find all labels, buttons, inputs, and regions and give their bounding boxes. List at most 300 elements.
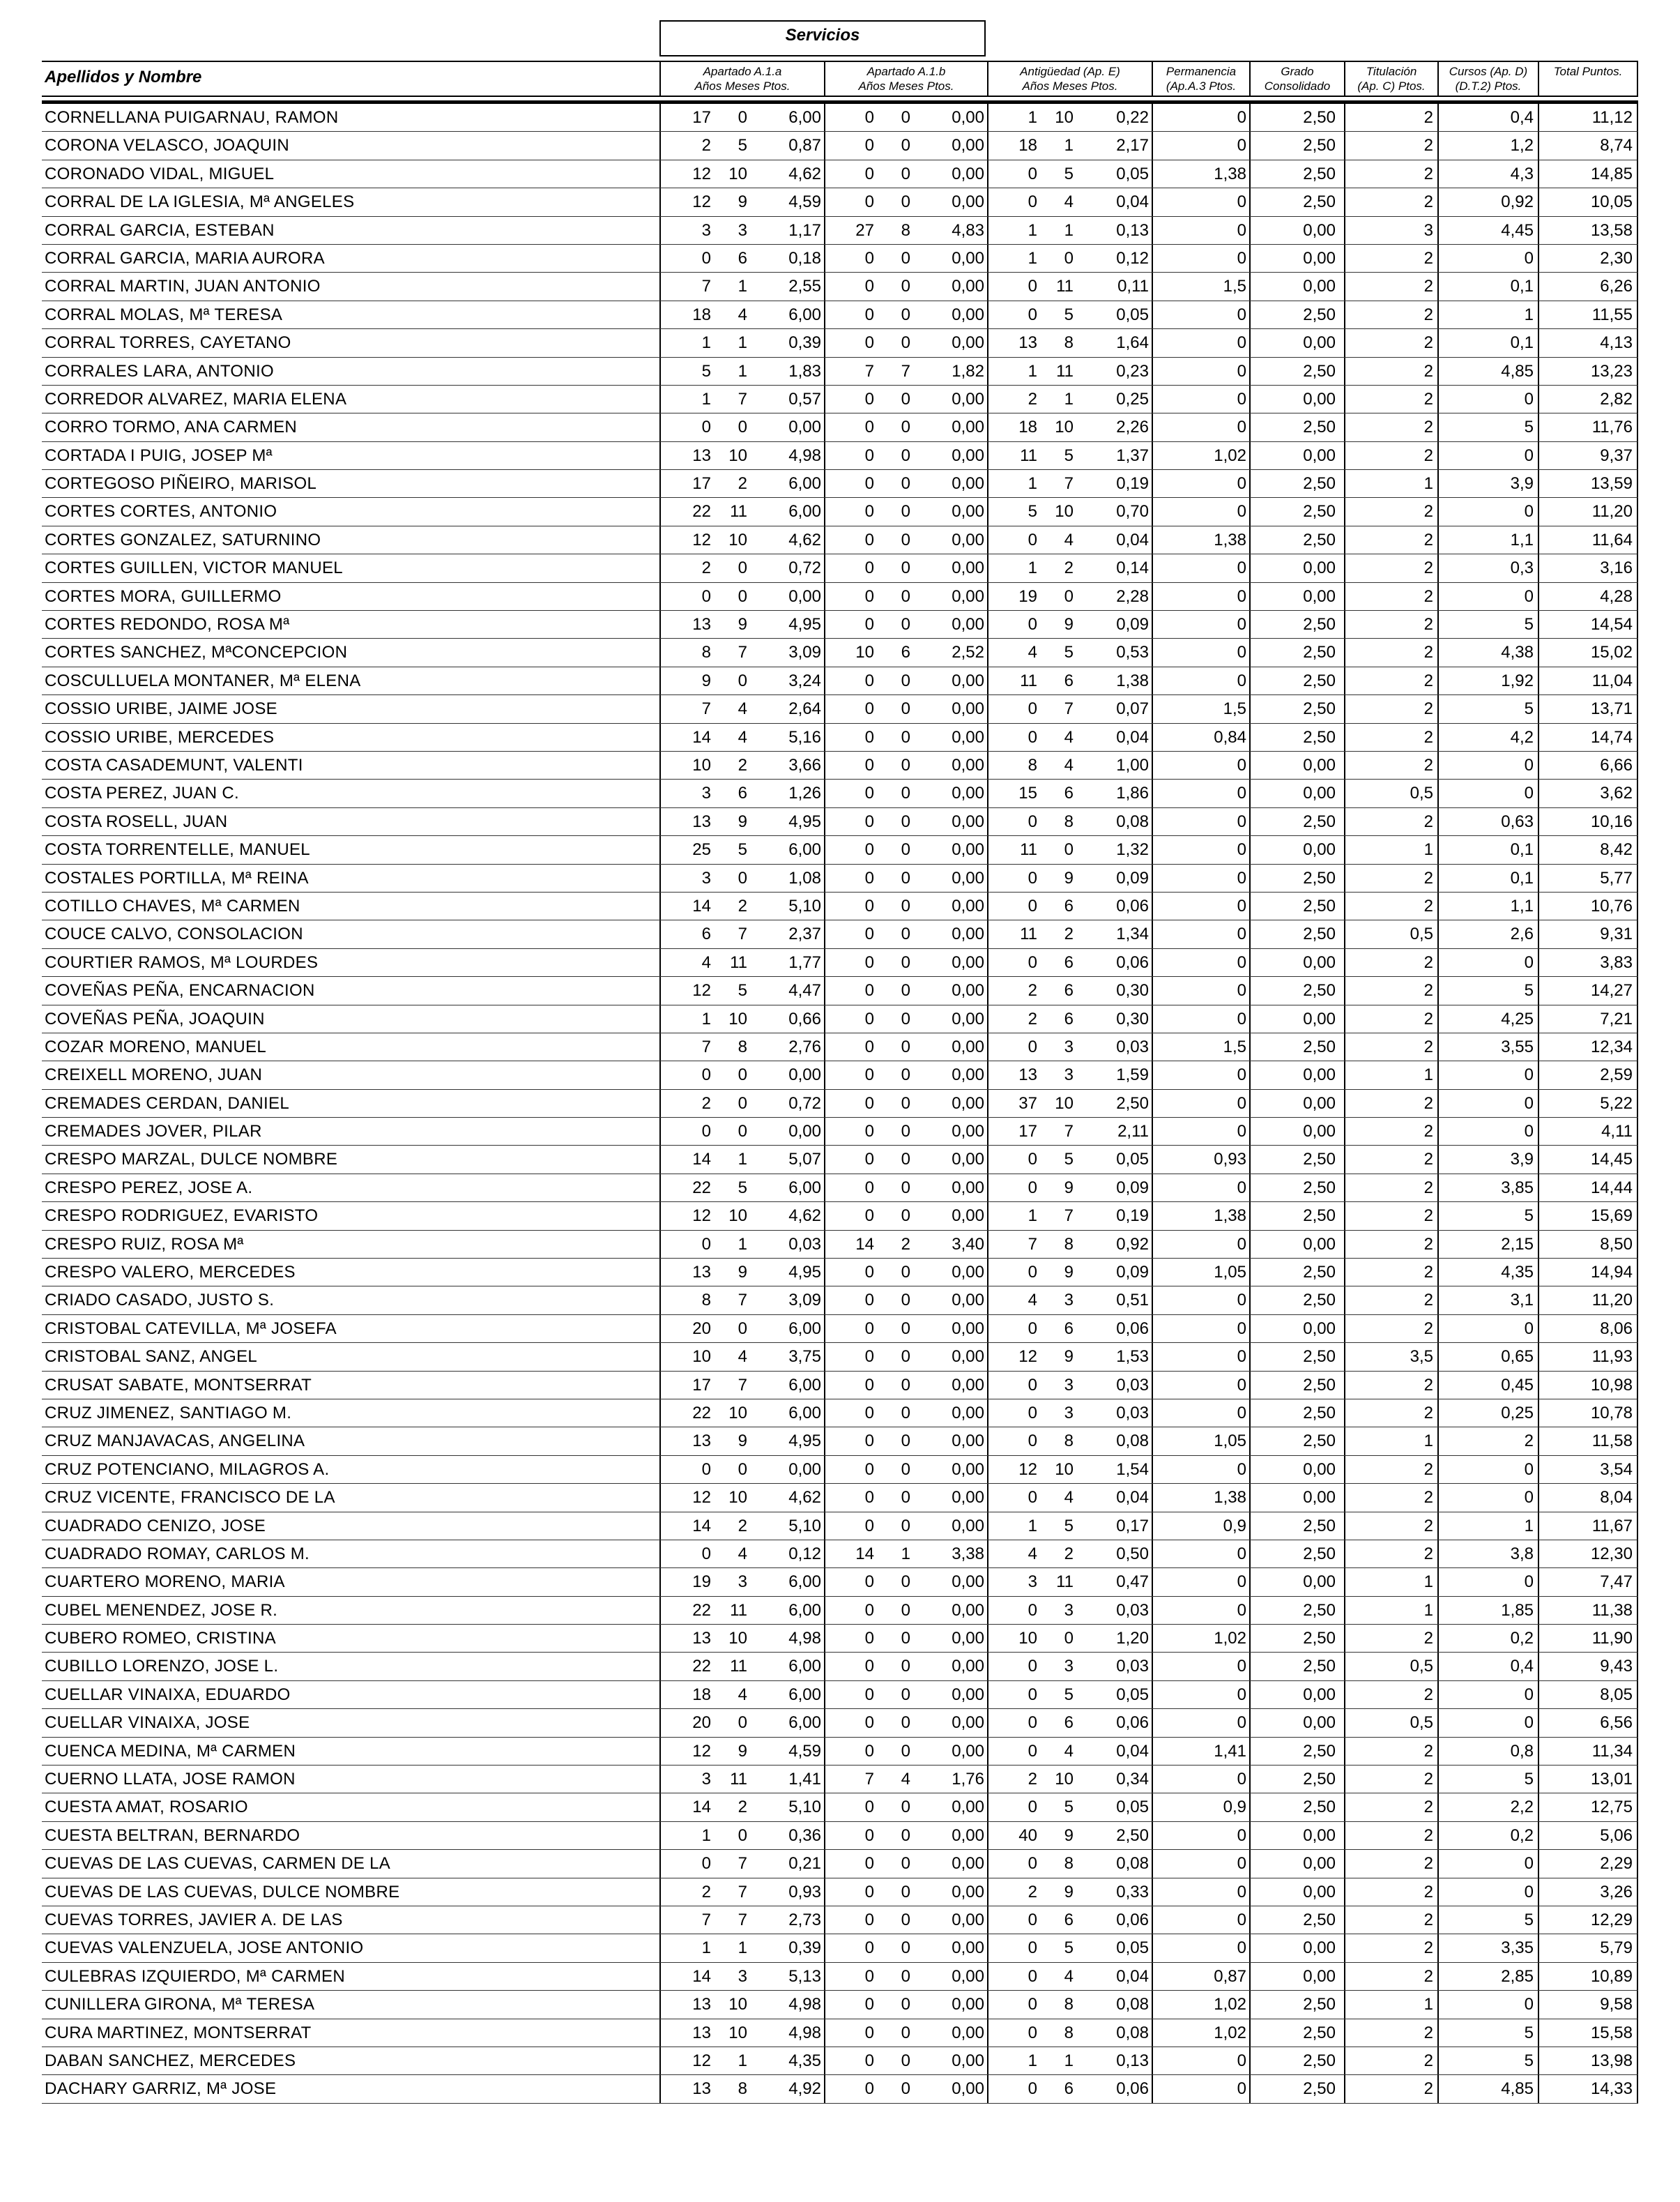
cell-total: 12,29 <box>1538 1906 1638 1934</box>
cell-grado: 0,00 <box>1249 583 1344 610</box>
cell-a1a-years: 3 <box>659 865 714 892</box>
cell-grado: 0,00 <box>1249 1681 1344 1708</box>
cell-a1a-months: 0 <box>738 559 747 578</box>
cell-permanencia: 0 <box>1152 1456 1249 1483</box>
cell-a1a-years: 17 <box>659 1372 714 1399</box>
cell-total: 11,76 <box>1538 413 1638 441</box>
cell-a1a-points: 0,00 <box>788 1122 821 1141</box>
table-row <box>42 1766 1638 1793</box>
cell-total: 14,54 <box>1538 611 1638 638</box>
cell-total: 11,12 <box>1538 104 1638 131</box>
table-row <box>42 611 1638 639</box>
cell-ant-years: 11 <box>987 667 1040 694</box>
cell-a1b-years: 0 <box>824 865 877 892</box>
cell-titulacion: 2 <box>1344 1934 1437 1961</box>
cell-a1a-months: 1 <box>738 1150 747 1169</box>
cell-a1a-years: 13 <box>659 1991 714 2018</box>
cell-a1a-points: 1,83 <box>788 361 821 381</box>
cell-ant-months: 3 <box>1064 1375 1074 1395</box>
cell-a1b-years: 0 <box>824 1568 877 1595</box>
cell-a1b-points: 0,00 <box>952 1938 984 1958</box>
cell-a1b-months: 0 <box>901 981 910 1001</box>
cell-name: CORRAL MARTIN, JUAN ANTONIO <box>45 277 321 296</box>
cell-ant-months: 2 <box>1064 559 1074 578</box>
cell-a1b-points: 0,00 <box>952 952 984 972</box>
cell-ant-months: 5 <box>1064 643 1074 662</box>
cell-a1a-points: 3,09 <box>788 643 821 662</box>
cell-ant-months: 11 <box>1056 1572 1074 1592</box>
cell-a1a-months: 5 <box>738 981 747 1001</box>
cell-ant-months: 10 <box>1055 502 1074 522</box>
cell-ant-points: 2,28 <box>1116 586 1149 606</box>
cell-a1b-months: 0 <box>901 164 910 183</box>
cell-total: 5,79 <box>1538 1934 1638 1961</box>
cell-a1b-points: 1,76 <box>952 1770 984 1789</box>
cell-name: CUADRADO ROMAY, CARLOS M. <box>45 1544 310 1563</box>
cell-titulacion: 1 <box>1344 470 1437 497</box>
cell-a1a-points: 0,00 <box>788 586 821 606</box>
cell-a1b-years: 0 <box>824 1512 877 1540</box>
cell-titulacion: 2 <box>1344 808 1437 835</box>
cell-ant-years: 0 <box>987 724 1040 751</box>
cell-a1a-years: 3 <box>659 217 714 244</box>
cell-ant-years: 40 <box>987 1822 1040 1849</box>
cell-titulacion: 0,5 <box>1344 920 1437 948</box>
cell-name: CRISTOBAL SANZ, ANGEL <box>45 1347 258 1367</box>
cell-titulacion: 2 <box>1344 1174 1437 1201</box>
cell-ant-months: 9 <box>1064 1178 1074 1197</box>
cell-a1a-months: 5 <box>738 136 747 155</box>
cell-a1b-months: 0 <box>901 1966 910 1986</box>
cell-permanencia: 0 <box>1152 949 1249 976</box>
cell-a1a-years: 2 <box>659 1878 714 1906</box>
cell-grado: 0,00 <box>1249 1005 1344 1033</box>
cell-a1b-points: 0,00 <box>952 1488 984 1508</box>
cell-permanencia: 1,38 <box>1152 526 1249 554</box>
cell-grado: 2,50 <box>1249 470 1344 497</box>
cell-a1a-points: 0,72 <box>788 1093 821 1113</box>
cell-ant-points: 0,03 <box>1116 1600 1149 1620</box>
cell-name: CUELLAR VINAIXA, EDUARDO <box>45 1685 291 1704</box>
cell-ant-points: 0,08 <box>1116 1854 1149 1874</box>
cell-name: CRUSAT SABATE, MONTSERRAT <box>45 1375 312 1395</box>
table-row <box>42 2075 1638 2103</box>
cell-a1b-points: 0,00 <box>952 1122 984 1141</box>
cell-total: 4,28 <box>1538 583 1638 610</box>
cell-titulacion: 2 <box>1344 1822 1437 1849</box>
table-row <box>42 1625 1638 1653</box>
cell-ant-months: 0 <box>1064 248 1074 268</box>
cell-a1a-months: 1 <box>738 361 747 381</box>
cell-titulacion: 2 <box>1344 1738 1437 1765</box>
cell-a1a-years: 22 <box>659 1597 714 1624</box>
cell-ant-months: 11 <box>1056 277 1074 296</box>
cell-a1b-months: 0 <box>901 1432 910 1451</box>
cell-a1b-months: 0 <box>901 1516 910 1535</box>
cell-a1a-points: 6,00 <box>788 1657 821 1676</box>
cell-a1a-months: 10 <box>728 164 747 183</box>
cell-total: 11,34 <box>1538 1738 1638 1765</box>
cell-ant-points: 2,50 <box>1116 1093 1149 1113</box>
cell-grado: 0,00 <box>1249 386 1344 413</box>
cell-a1a-months: 10 <box>728 1403 747 1422</box>
cell-ant-years: 0 <box>987 273 1040 300</box>
cell-ant-points: 2,11 <box>1117 1122 1149 1141</box>
cell-a1b-months: 0 <box>901 727 910 747</box>
table-row <box>42 1906 1638 1934</box>
cell-titulacion: 2 <box>1344 1540 1437 1567</box>
cell-permanencia: 0 <box>1152 1005 1249 1033</box>
cell-grado: 2,50 <box>1249 526 1344 554</box>
cell-ant-years: 0 <box>987 1174 1040 1201</box>
cell-ant-months: 8 <box>1064 1854 1074 1874</box>
cell-a1b-months: 0 <box>901 1347 910 1367</box>
cell-a1a-years: 17 <box>659 470 714 497</box>
cell-a1a-months: 6 <box>738 784 747 803</box>
cell-ant-months: 7 <box>1064 1206 1074 1226</box>
cell-ant-months: 1 <box>1064 136 1074 155</box>
table-row <box>42 301 1638 329</box>
cell-grado: 0,00 <box>1249 752 1344 779</box>
table-row <box>42 1286 1638 1314</box>
cell-a1b-points: 0,00 <box>952 671 984 690</box>
cell-name: CORRAL MOLAS, Mª TERESA <box>45 305 283 324</box>
cell-name: CUARTERO MORENO, MARIA <box>45 1572 285 1592</box>
cell-a1a-years: 6 <box>659 920 714 948</box>
cell-permanencia: 0 <box>1152 1709 1249 1736</box>
cell-grado: 2,50 <box>1249 1793 1344 1821</box>
cell-permanencia: 0 <box>1152 104 1249 131</box>
cell-permanencia: 0 <box>1152 1118 1249 1145</box>
cell-name: CRESPO RUIZ, ROSA Mª <box>45 1234 244 1254</box>
cell-name: CRISTOBAL CATEVILLA, Mª JOSEFA <box>45 1319 337 1338</box>
cell-ant-months: 11 <box>1056 361 1074 381</box>
cell-a1a-years: 2 <box>659 132 714 159</box>
cell-ant-months: 10 <box>1055 1459 1074 1479</box>
table-row <box>42 836 1638 864</box>
cell-a1b-points: 0,00 <box>952 1459 984 1479</box>
cell-grado: 0,00 <box>1249 1568 1344 1595</box>
servicios-header: Servicios <box>659 20 986 56</box>
cell-name: COSTA TORRENTELLE, MANUEL <box>45 840 310 860</box>
cell-a1a-months: 4 <box>738 727 747 747</box>
cell-name: COSTA PEREZ, JUAN C. <box>45 784 239 803</box>
cell-a1b-years: 0 <box>824 1709 877 1736</box>
cell-total: 10,05 <box>1538 188 1638 215</box>
cell-name: CREMADES CERDAN, DANIEL <box>45 1093 289 1113</box>
cell-a1a-months: 10 <box>728 530 747 549</box>
cell-total: 3,83 <box>1538 949 1638 976</box>
cell-a1b-years: 0 <box>824 1484 877 1511</box>
cell-a1a-points: 4,95 <box>788 615 821 635</box>
cell-titulacion: 1 <box>1344 1597 1437 1624</box>
cell-grado: 2,50 <box>1249 1625 1344 1652</box>
cell-cursos: 0 <box>1437 1681 1538 1708</box>
cell-a1b-years: 0 <box>824 1118 877 1145</box>
cell-a1a-points: 4,95 <box>788 1263 821 1282</box>
table-row <box>42 1061 1638 1089</box>
cell-ant-points: 2,26 <box>1116 418 1149 437</box>
table-row <box>42 273 1638 301</box>
table-row <box>42 1653 1638 1680</box>
cell-titulacion: 1 <box>1344 836 1437 863</box>
cell-a1a-months: 7 <box>738 1911 747 1929</box>
table-row <box>42 386 1638 413</box>
cell-ant-points: 0,06 <box>1116 1713 1149 1733</box>
cell-a1b-years: 0 <box>824 2019 877 2047</box>
cell-cursos: 0 <box>1437 583 1538 610</box>
table-row <box>42 667 1638 695</box>
cell-a1b-years: 0 <box>824 1427 877 1455</box>
cell-ant-years: 18 <box>987 413 1040 441</box>
cell-a1b-years: 0 <box>824 724 877 751</box>
cell-a1a-points: 1,26 <box>788 784 821 803</box>
cell-grado: 2,50 <box>1249 413 1344 441</box>
cell-ant-years: 0 <box>987 1427 1040 1455</box>
cell-name: CORONADO VIDAL, MIGUEL <box>45 164 275 183</box>
cell-a1a-months: 0 <box>738 671 747 690</box>
cell-cursos: 0,3 <box>1437 554 1538 582</box>
cell-ant-points: 0,09 <box>1116 1178 1149 1197</box>
cell-name: CRESPO VALERO, MERCEDES <box>45 1263 296 1282</box>
cell-a1b-points: 2,52 <box>952 643 984 662</box>
cell-ant-points: 0,25 <box>1116 389 1149 409</box>
cell-name: COSTA ROSELL, JUAN <box>45 812 228 831</box>
cell-a1a-points: 5,07 <box>788 1150 821 1169</box>
cell-a1b-months: 0 <box>901 1911 910 1929</box>
cell-ant-points: 0,05 <box>1116 305 1149 324</box>
cell-cursos: 5 <box>1437 413 1538 441</box>
cell-ant-points: 1,32 <box>1116 840 1149 860</box>
cell-a1a-months: 9 <box>738 812 747 831</box>
cell-name: COVEÑAS PEÑA, JOAQUIN <box>45 1009 265 1028</box>
cell-a1b-years: 0 <box>824 273 877 300</box>
table-row <box>42 695 1638 723</box>
cell-grado: 2,50 <box>1249 1766 1344 1793</box>
cell-a1b-years: 0 <box>824 1653 877 1680</box>
cell-ant-months: 9 <box>1064 615 1074 635</box>
cell-cursos: 1,85 <box>1437 1597 1538 1624</box>
cell-ant-months: 6 <box>1064 1319 1074 1338</box>
cell-name: COVEÑAS PEÑA, ENCARNACION <box>45 981 315 1001</box>
cell-titulacion: 2 <box>1344 752 1437 779</box>
table-row <box>42 1681 1638 1709</box>
cell-ant-years: 2 <box>987 1766 1040 1793</box>
cell-ant-points: 0,07 <box>1116 699 1149 719</box>
table-row <box>42 1343 1638 1371</box>
cell-ant-years: 37 <box>987 1090 1040 1117</box>
cell-grado: 2,50 <box>1249 358 1344 385</box>
cell-titulacion: 2 <box>1344 1484 1437 1511</box>
cell-ant-months: 8 <box>1064 2023 1074 2042</box>
cell-permanencia: 0 <box>1152 667 1249 694</box>
cell-total: 10,78 <box>1538 1399 1638 1427</box>
cell-permanencia: 0 <box>1152 583 1249 610</box>
cell-ant-years: 0 <box>987 1033 1040 1061</box>
cell-a1b-years: 0 <box>824 2047 877 2074</box>
cell-cursos: 1 <box>1437 301 1538 328</box>
cell-ant-years: 0 <box>987 1681 1040 1708</box>
cell-ant-years: 0 <box>987 1709 1040 1736</box>
cell-titulacion: 2 <box>1344 1512 1437 1540</box>
cell-a1a-years: 14 <box>659 893 714 920</box>
cell-a1a-months: 2 <box>738 755 747 775</box>
cell-a1b-years: 0 <box>824 1202 877 1229</box>
cell-a1b-months: 0 <box>901 1375 910 1395</box>
cell-permanencia: 0 <box>1152 780 1249 807</box>
cell-a1a-points: 4,62 <box>788 1488 821 1508</box>
cell-titulacion: 2 <box>1344 132 1437 159</box>
cell-grado: 0,00 <box>1249 949 1344 976</box>
cell-ant-months: 5 <box>1064 305 1074 324</box>
cell-a1b-points: 0,00 <box>952 1093 984 1113</box>
cell-name: CRIADO CASADO, JUSTO S. <box>45 1291 275 1310</box>
cell-ant-months: 8 <box>1064 1995 1074 2014</box>
cell-name: COSCULLUELA MONTANER, Mª ELENA <box>45 671 361 690</box>
cell-a1b-points: 0,00 <box>952 1657 984 1676</box>
cell-a1a-years: 0 <box>659 245 714 272</box>
cell-a1a-months: 4 <box>738 699 747 719</box>
cell-titulacion: 2 <box>1344 442 1437 469</box>
cell-a1b-months: 0 <box>901 812 910 831</box>
cell-cursos: 0,63 <box>1437 808 1538 835</box>
cell-permanencia: 0 <box>1152 752 1249 779</box>
cell-a1a-years: 13 <box>659 1625 714 1652</box>
header-total-title: Total Puntos. <box>1553 65 1623 78</box>
cell-ant-points: 0,70 <box>1116 502 1149 522</box>
cell-a1b-years: 0 <box>824 1315 877 1342</box>
cell-a1b-months: 0 <box>901 1291 910 1310</box>
cell-ant-months: 5 <box>1064 1685 1074 1704</box>
table-row <box>42 865 1638 893</box>
cell-titulacion: 2 <box>1344 2047 1437 2074</box>
cell-a1a-years: 22 <box>659 498 714 525</box>
cell-ant-months: 5 <box>1064 1798 1074 1817</box>
cell-a1a-months: 3 <box>738 220 747 240</box>
cell-a1b-points: 0,00 <box>952 559 984 578</box>
cell-total: 11,58 <box>1538 1427 1638 1455</box>
table-row <box>42 1456 1638 1484</box>
cell-total: 11,38 <box>1538 1597 1638 1624</box>
cell-a1b-points: 0,00 <box>952 1882 984 1901</box>
cell-a1a-years: 2 <box>659 1090 714 1117</box>
cell-cursos: 0,1 <box>1437 865 1538 892</box>
cell-ant-months: 2 <box>1064 1544 1074 1563</box>
cell-ant-years: 0 <box>987 1259 1040 1286</box>
table-row <box>42 583 1638 611</box>
cell-a1a-points: 0,72 <box>788 559 821 578</box>
cell-permanencia: 0,84 <box>1152 724 1249 751</box>
cell-total: 11,04 <box>1538 667 1638 694</box>
cell-a1a-months: 4 <box>738 1544 747 1563</box>
cell-titulacion: 1 <box>1344 1061 1437 1088</box>
cell-ant-points: 0,53 <box>1116 643 1149 662</box>
cell-titulacion: 2 <box>1344 893 1437 920</box>
cell-a1a-months: 7 <box>738 1291 747 1310</box>
cell-a1a-months: 1 <box>738 2051 747 2070</box>
cell-a1a-months: 2 <box>738 896 747 916</box>
cell-ant-points: 0,05 <box>1116 1798 1149 1817</box>
cell-titulacion: 2 <box>1344 1259 1437 1286</box>
cell-a1b-months: 0 <box>901 755 910 775</box>
cell-a1b-years: 0 <box>824 893 877 920</box>
cell-a1b-months: 0 <box>901 586 910 606</box>
cell-a1a-points: 0,00 <box>788 1459 821 1479</box>
cell-name: CUEVAS DE LAS CUEVAS, DULCE NOMBRE <box>45 1882 400 1901</box>
cell-ant-points: 1,59 <box>1116 1065 1149 1085</box>
cell-grado: 0,00 <box>1249 1878 1344 1906</box>
cell-a1b-years: 0 <box>824 1005 877 1033</box>
cell-total: 15,02 <box>1538 639 1638 666</box>
cell-grado: 2,50 <box>1249 611 1344 638</box>
cell-a1b-years: 0 <box>824 413 877 441</box>
cell-cursos: 0 <box>1437 949 1538 976</box>
cell-a1b-months: 0 <box>901 502 910 522</box>
cell-a1b-points: 0,00 <box>952 1403 984 1422</box>
cell-cursos: 0 <box>1437 1315 1538 1342</box>
cell-ant-months: 9 <box>1064 1263 1074 1282</box>
cell-a1a-points: 6,00 <box>788 108 821 127</box>
cell-a1b-years: 7 <box>824 1766 877 1793</box>
cell-cursos: 3,35 <box>1437 1934 1538 1961</box>
cell-ant-points: 0,05 <box>1116 1150 1149 1169</box>
cell-a1a-years: 18 <box>659 1681 714 1708</box>
cell-a1b-years: 0 <box>824 695 877 722</box>
cell-grado: 0,00 <box>1249 1231 1344 1258</box>
cell-total: 12,34 <box>1538 1033 1638 1061</box>
cell-total: 11,64 <box>1538 526 1638 554</box>
cell-titulacion: 2 <box>1344 949 1437 976</box>
cell-a1b-points: 0,00 <box>952 1798 984 1817</box>
cell-a1a-months: 0 <box>738 868 747 888</box>
cell-titulacion: 2 <box>1344 865 1437 892</box>
cell-a1b-points: 0,00 <box>952 1516 984 1535</box>
cell-titulacion: 2 <box>1344 1963 1437 1990</box>
cell-a1a-points: 0,21 <box>788 1854 821 1874</box>
cell-permanencia: 0 <box>1152 301 1249 328</box>
cell-grado: 2,50 <box>1249 724 1344 751</box>
cell-titulacion: 2 <box>1344 1315 1437 1342</box>
cell-a1a-points: 4,95 <box>788 812 821 831</box>
cell-total: 10,16 <box>1538 808 1638 835</box>
table-row <box>42 1202 1638 1230</box>
cell-titulacion: 2 <box>1344 413 1437 441</box>
cell-a1a-points: 5,13 <box>788 1966 821 1986</box>
cell-permanencia: 1,5 <box>1152 1033 1249 1061</box>
cell-a1b-months: 0 <box>901 2079 910 2099</box>
cell-grado: 2,50 <box>1249 1653 1344 1680</box>
cell-a1b-years: 0 <box>824 1850 877 1877</box>
cell-titulacion: 3 <box>1344 217 1437 244</box>
cell-permanencia: 0 <box>1152 1174 1249 1201</box>
cell-titulacion: 2 <box>1344 1090 1437 1117</box>
header-perm-title: Permanencia <box>1166 65 1237 78</box>
cell-cursos: 3,1 <box>1437 1286 1538 1314</box>
cell-ant-years: 0 <box>987 695 1040 722</box>
cell-a1a-months: 11 <box>730 502 747 522</box>
cell-a1b-months: 0 <box>901 418 910 437</box>
cell-a1a-months: 4 <box>738 305 747 324</box>
cell-name: COSSIO URIBE, JAIME JOSE <box>45 699 277 719</box>
cell-a1b-years: 0 <box>824 977 877 1004</box>
cell-permanencia: 0 <box>1152 1681 1249 1708</box>
cell-a1b-months: 0 <box>901 1065 910 1085</box>
cell-cursos: 4,85 <box>1437 2075 1538 2102</box>
cell-grado: 2,50 <box>1249 1343 1344 1370</box>
cell-ant-years: 0 <box>987 893 1040 920</box>
cell-permanencia: 0 <box>1152 1568 1249 1595</box>
cell-a1a-points: 0,93 <box>788 1882 821 1901</box>
